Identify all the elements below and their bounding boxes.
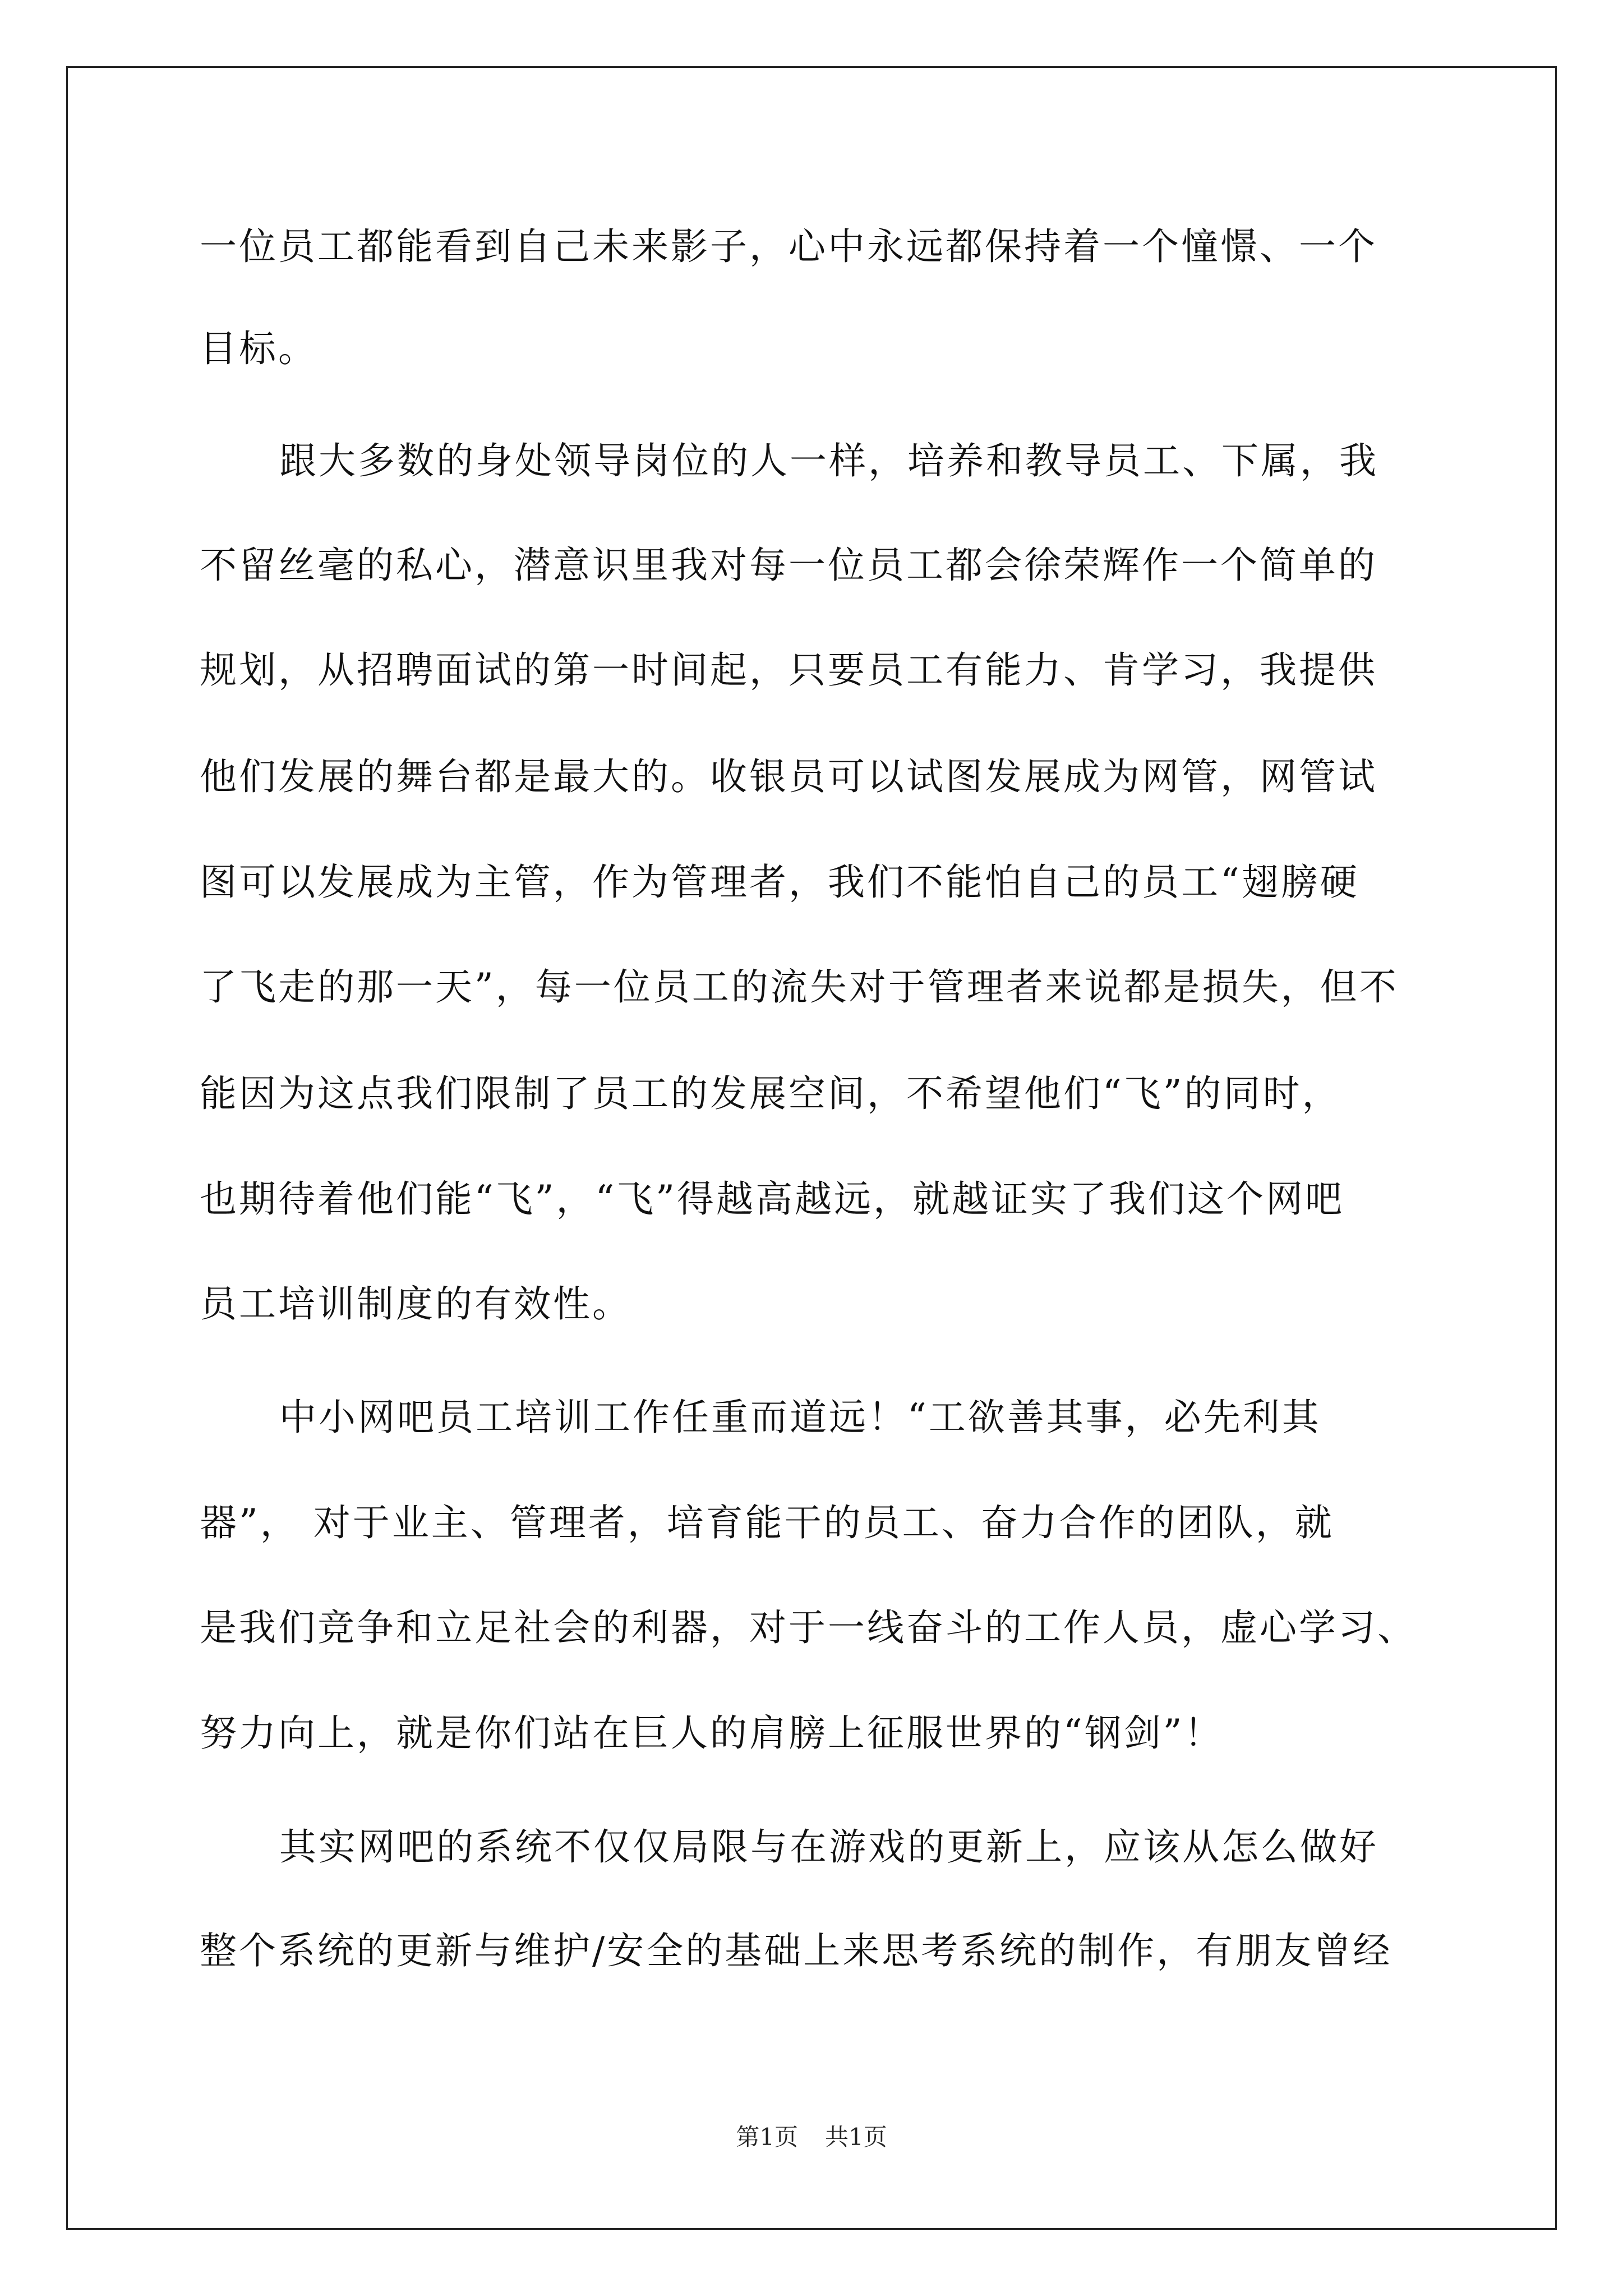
paragraph-first-line: 跟大多数的身处领导岗位的人一样，培养和教导员工、下属，我	[279, 439, 1378, 482]
text-line: 不留丝毫的私心，潜意识里我对每一位员工都会徐荣辉作一个简单的	[200, 544, 1377, 587]
text-line: 图可以发展成为主管，作为管理者，我们不能怕自己的员工“翅膀硬	[200, 861, 1359, 904]
text-line: 目标。	[200, 327, 317, 370]
text-line: 员工培训制度的有效性。	[200, 1282, 631, 1326]
text-line: 了飞走的那一天”，每一位员工的流失对于管理者来说都是损失，但不	[200, 965, 1399, 1009]
text-line: 器”， 对于业主、管理者，培育能干的员工、奋力合作的团队，就	[200, 1501, 1334, 1544]
text-line: 努力向上，就是你们站在巨人的肩膀上征服世界的“钢剑”！	[200, 1711, 1224, 1755]
text-line: 是我们竞争和立足社会的利器，对于一线奋斗的工作人员，虚心学习、	[200, 1606, 1417, 1649]
page-total: 共1页	[825, 2123, 887, 2151]
text-line: 他们发展的舞台都是最大的。收银员可以试图发展成为网管，网管试	[200, 755, 1377, 798]
page-number: 第1页	[736, 2123, 798, 2151]
paragraph-first-line: 其实网吧的系统不仅仅局限与在游戏的更新上，应该从怎么做好	[279, 1825, 1378, 1869]
paragraph-first-line: 中小网吧员工培训工作任重而道远！“工欲善其事，必先利其	[279, 1396, 1321, 1439]
page-border	[66, 66, 1557, 2230]
text-line: 整个系统的更新与维护/安全的基础上来思考系统的制作，有朋友曾经	[200, 1929, 1393, 1972]
text-line: 一位员工都能看到自己未来影子，心中永远都保持着一个憧憬、一个	[200, 225, 1377, 268]
text-line: 规划，从招聘面试的第一时间起，只要员工有能力、肯学习，我提供	[200, 648, 1377, 692]
page-footer	[0, 2120, 1623, 2154]
text-line: 能因为这点我们限制了员工的发展空间，不希望他们“飞”的同时，	[200, 1072, 1341, 1115]
text-line: 也期待着他们能“飞”，“飞”得越高越远，就越证实了我们这个网吧	[200, 1177, 1344, 1221]
